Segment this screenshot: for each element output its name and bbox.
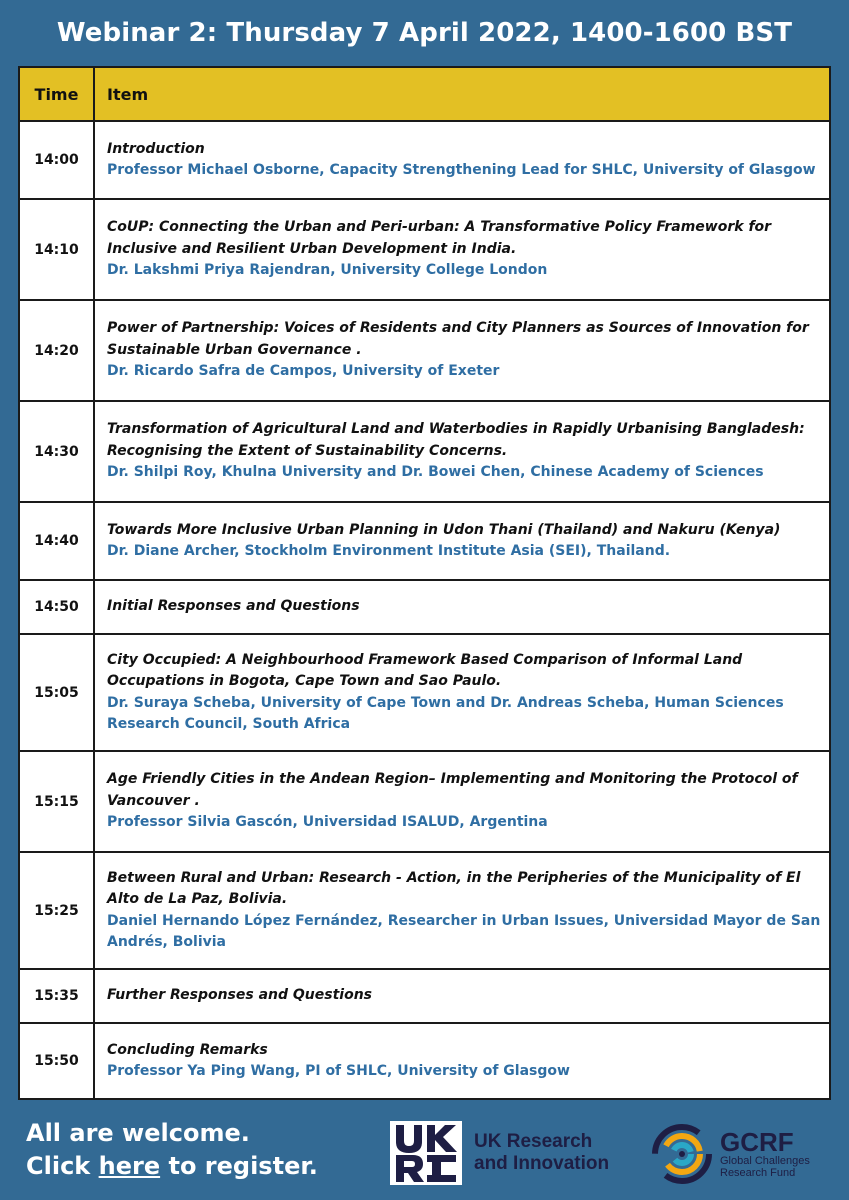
row-item <box>94 634 830 751</box>
row-time: 14:10 <box>19 199 94 300</box>
gcrf-line-1: Global Challenges <box>720 1155 810 1167</box>
session-title: City Occupied: A Neighbourhood Framework Based Comparison of Informal Land Occupations in Bogota, Cape Town and Sao Paulo. <box>107 651 743 689</box>
row-time: 15:35 <box>19 969 94 1023</box>
table-row <box>19 502 830 580</box>
page-title: Webinar 2: Thursday 7 April 2022, 1400-1600 BST <box>56 18 793 48</box>
row-time: 15:25 <box>19 852 94 969</box>
row-item <box>94 751 830 852</box>
ukri-line-1: UK Research <box>474 1131 593 1152</box>
ukri-logo-block <box>390 1121 609 1185</box>
table-row <box>19 1023 830 1099</box>
session-speaker: Professor Michael Osborne, Capacity Strengthening Lead for SHLC, University of Glasgow <box>107 162 816 178</box>
session-speaker: Dr. Lakshmi Priya Rajendran, University College London <box>107 262 548 279</box>
register-link[interactable]: here <box>98 1152 161 1180</box>
welcome-text: All are welcome. <box>26 1119 250 1147</box>
row-item <box>94 852 830 969</box>
table-row <box>19 121 830 199</box>
click-text: Click <box>26 1152 91 1180</box>
table-row <box>19 969 830 1023</box>
session-title: Transformation of Agricultural Land and Waterbodies in Rapidly Urbanising Bangladesh: Recognising the Extent of Sustainability Concerns. <box>107 421 805 459</box>
register-text: to register. <box>168 1152 318 1180</box>
session-title: Concluding Remarks <box>107 1041 268 1058</box>
table-row <box>19 199 830 300</box>
session-title: Age Friendly Cities in the Andean Region– Implementing and Monitoring the Protocol of Vancouver . <box>107 771 798 809</box>
row-time: 14:40 <box>19 502 94 580</box>
table-row <box>19 852 830 969</box>
table-row <box>19 634 830 751</box>
row-time: 15:05 <box>19 634 94 751</box>
row-time: 14:30 <box>19 401 94 502</box>
row-item <box>94 580 830 634</box>
ukri-line-2: and Innovation <box>474 1153 610 1174</box>
agenda-body <box>19 121 830 1099</box>
row-item <box>94 300 830 401</box>
row-item <box>94 1023 830 1099</box>
session-title: CoUP: Connecting the Urban and Peri-urban: A Transformative Policy Framework for Inclusive and Resilient Urban Development in India. <box>107 219 772 257</box>
table-header-row <box>19 67 830 121</box>
row-item <box>94 199 830 300</box>
row-time: 15:50 <box>19 1023 94 1099</box>
session-title: Initial Responses and Questions <box>107 598 360 615</box>
gcrf-logo-block <box>650 1121 810 1187</box>
session-title: Between Rural and Urban: Research - Action, in the Peripheries of the Municipality of El Alto de La Paz, Bolivia. <box>107 869 801 907</box>
table-row <box>19 580 830 634</box>
agenda-table <box>18 66 831 1100</box>
item-header: Item <box>94 67 830 121</box>
session-speaker: Dr. Ricardo Safra de Campos, University of Exeter <box>107 363 500 380</box>
gcrf-title: GCRF <box>720 1127 794 1157</box>
row-time: 14:50 <box>19 580 94 634</box>
row-time: 15:15 <box>19 751 94 852</box>
row-time: 14:00 <box>19 121 94 199</box>
session-speaker: Dr. Suraya Scheba, University of Cape Town and Dr. Andreas Scheba, Human Sciences Research Council, South Africa <box>107 694 784 732</box>
session-title: Introduction <box>107 140 205 157</box>
session-speaker: Professor Ya Ping Wang, PI of SHLC, University of Glasgow <box>107 1063 570 1079</box>
session-speaker: Dr. Shilpi Roy, Khulna University and Dr. Bowei Chen, Chinese Academy of Sciences <box>107 464 764 481</box>
gcrf-text <box>720 1129 810 1179</box>
session-title: Power of Partnership: Voices of Residents and City Planners as Sources of Innovation for Sustainable Urban Governance . <box>107 320 809 358</box>
footer-cta <box>26 1117 318 1183</box>
row-item <box>94 401 830 502</box>
ukri-name <box>474 1131 609 1175</box>
session-speaker: Dr. Diane Archer, Stockholm Environment Institute Asia (SEI), Thailand. <box>107 543 671 559</box>
time-header: Time <box>19 67 94 121</box>
gcrf-emblem-icon <box>650 1122 714 1186</box>
session-speaker: Daniel Hernando López Fernández, Researcher in Urban Issues, Universidad Mayor de San Andrés, Bolivia <box>107 912 821 950</box>
session-title: Towards More Inclusive Urban Planning in Udon Thani (Thailand) and Nakuru (Kenya) <box>107 521 781 538</box>
row-item <box>94 969 830 1023</box>
session-speaker: Professor Silvia Gascón, Universidad ISALUD, Argentina <box>107 814 548 831</box>
row-item <box>94 121 830 199</box>
table-row <box>19 401 830 502</box>
table-row <box>19 300 830 401</box>
row-time: 14:20 <box>19 300 94 401</box>
ukri-logo-icon <box>390 1121 462 1185</box>
row-item <box>94 502 830 580</box>
gcrf-line-2: Research Fund <box>720 1167 796 1179</box>
table-row <box>19 751 830 852</box>
register-line <box>26 1150 318 1183</box>
session-title: Further Responses and Questions <box>107 987 372 1004</box>
